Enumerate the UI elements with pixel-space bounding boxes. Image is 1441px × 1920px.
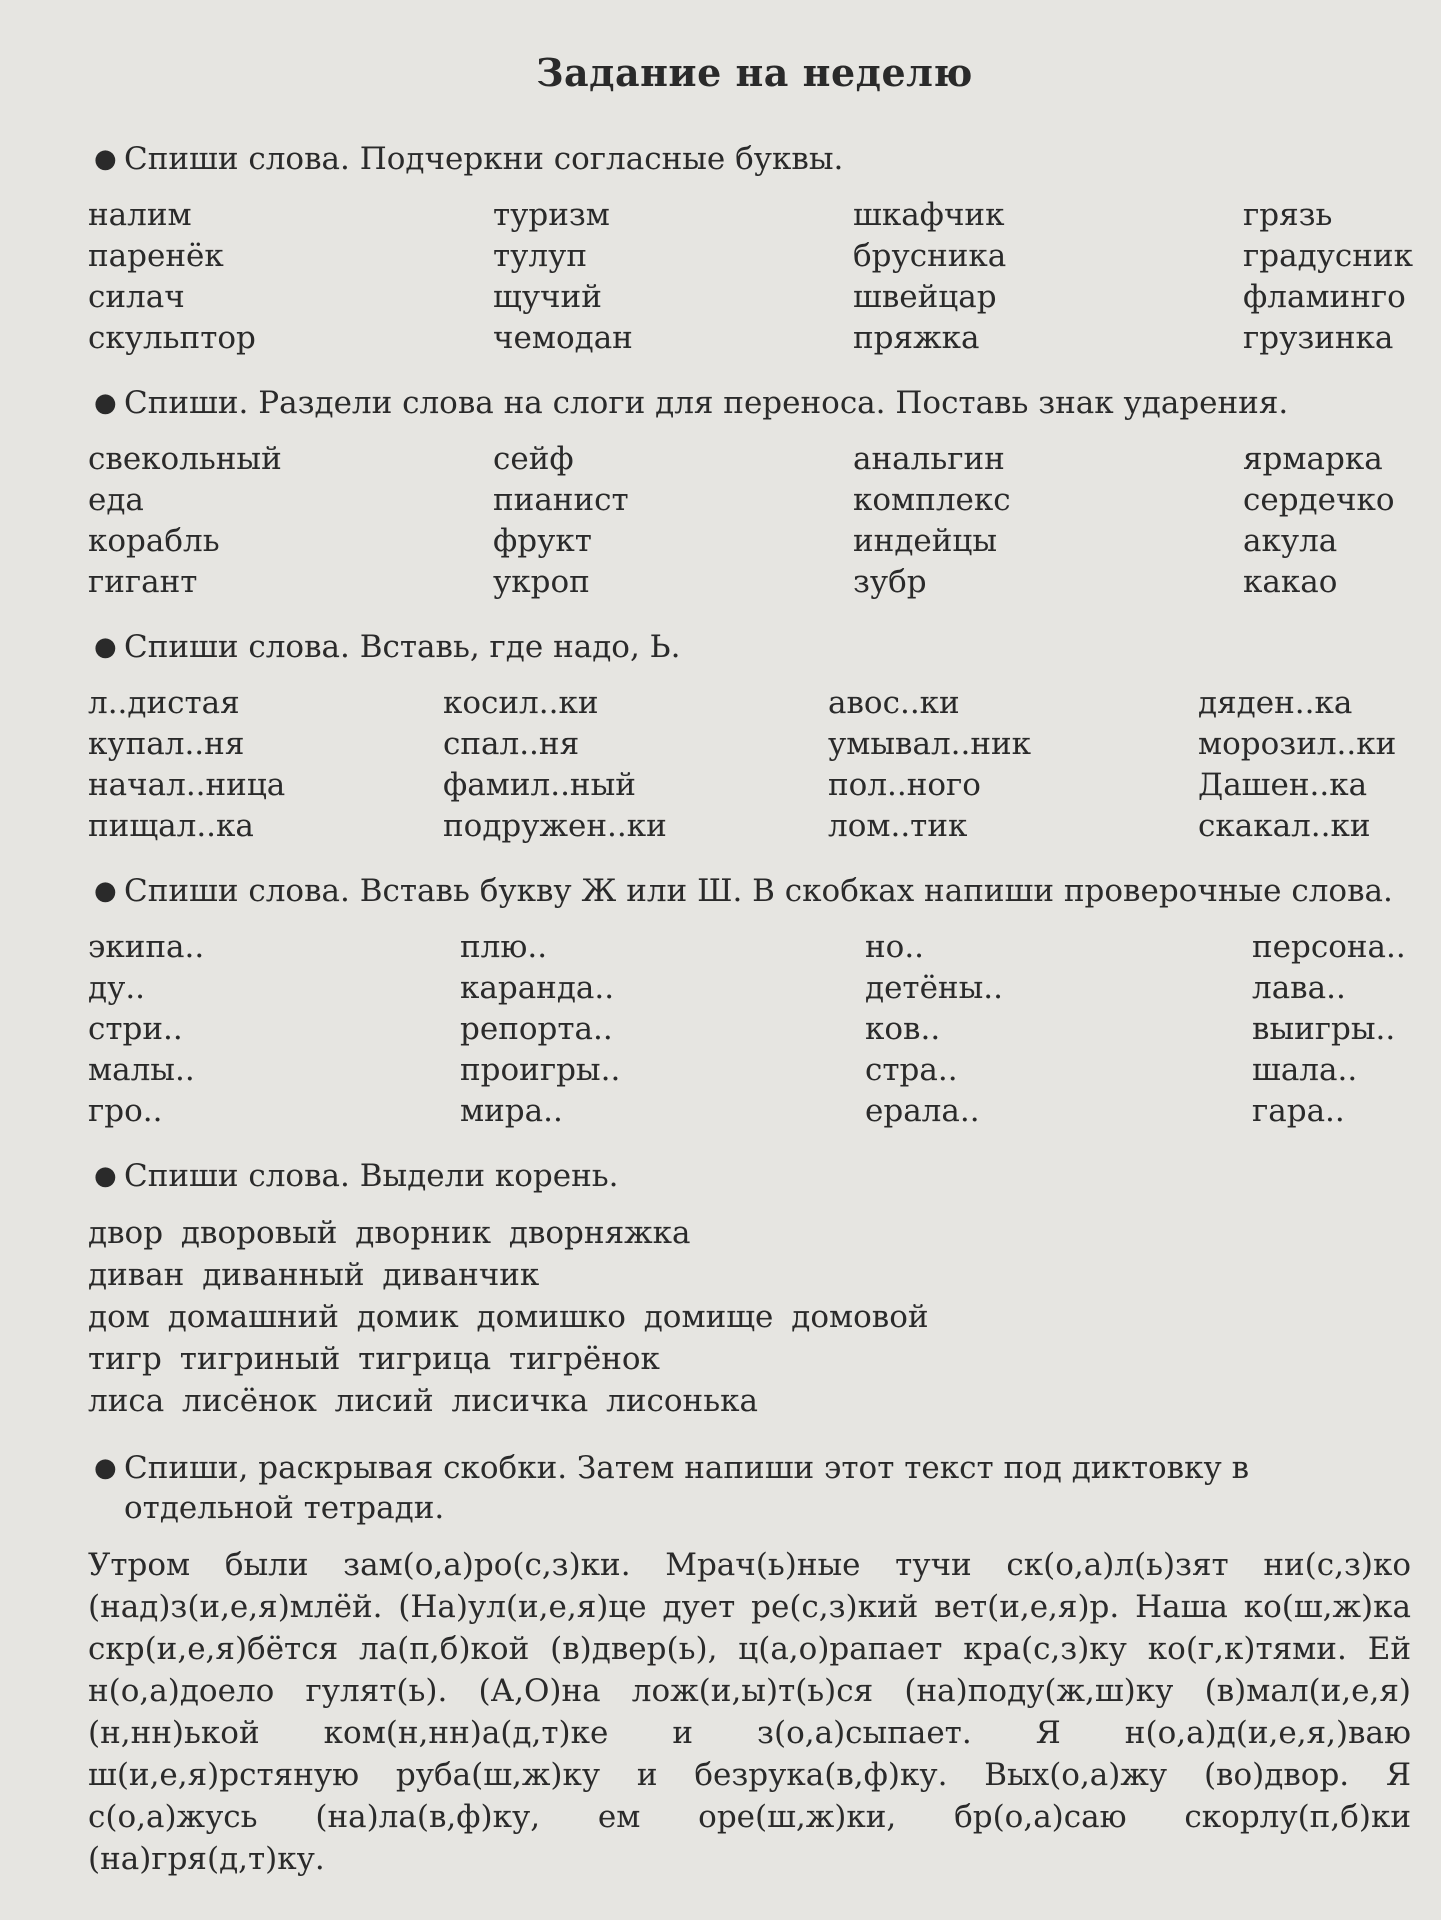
word: морозил..ки xyxy=(1198,726,1397,762)
word: детёны.. xyxy=(865,970,1003,1006)
word-line: диван диванный диванчик xyxy=(88,1257,540,1293)
word: лом..тик xyxy=(828,808,968,844)
page-title: Задание на неделю xyxy=(536,50,973,95)
word: грязь xyxy=(1243,197,1333,233)
word: зубр xyxy=(853,564,927,600)
word: стри.. xyxy=(88,1011,183,1047)
word: шала.. xyxy=(1252,1052,1358,1088)
task-5-heading xyxy=(88,1156,1421,1196)
word: л..дистая xyxy=(88,685,240,721)
bullet-icon: ● xyxy=(94,1453,117,1483)
bullet-icon: ● xyxy=(94,144,117,174)
task-2-word-grid xyxy=(88,439,1421,603)
word: силач xyxy=(88,279,185,315)
task-1-word-grid xyxy=(88,195,1421,359)
word: укроп xyxy=(493,564,590,600)
task-heading-text: Спиши слова. Вставь букву Ж или Ш. В скобках напиши проверочные слова. xyxy=(124,873,1393,909)
word: комплекс xyxy=(853,482,1011,518)
word: репорта.. xyxy=(460,1011,613,1047)
task-heading-text: Спиши. Раздели слова на слоги для переноса. Поставь знак ударения. xyxy=(124,385,1289,421)
word: персона.. xyxy=(1252,929,1406,965)
word: плю.. xyxy=(460,929,548,965)
word: мира.. xyxy=(460,1093,563,1129)
word: малы.. xyxy=(88,1052,195,1088)
task-4-heading xyxy=(88,871,1421,911)
word: гара.. xyxy=(1252,1093,1345,1129)
word: умывал..ник xyxy=(828,726,1032,762)
word: сердечко xyxy=(1243,482,1395,518)
task-heading-text: Спиши слова. Вставь, где надо, Ь. xyxy=(124,629,681,665)
word: ков.. xyxy=(865,1011,941,1047)
word: дяден..ка xyxy=(1198,685,1353,721)
word: выигры.. xyxy=(1252,1011,1396,1047)
word: начал..ница xyxy=(88,767,286,803)
word-line: лиса лисёнок лисий лисичка лисонька xyxy=(88,1383,758,1419)
word: какао xyxy=(1243,564,1338,600)
word-column xyxy=(88,439,493,603)
word: фламинго xyxy=(1243,279,1406,315)
word-column xyxy=(88,195,493,359)
task-2-heading xyxy=(88,383,1421,423)
bullet-icon: ● xyxy=(94,388,117,418)
word: грузинка xyxy=(1243,320,1394,356)
word-column xyxy=(1198,683,1421,847)
word: лава.. xyxy=(1252,970,1346,1006)
word: акула xyxy=(1243,523,1338,559)
word-line: двор дворовый дворник дворняжка xyxy=(88,1215,691,1251)
word: купал..ня xyxy=(88,726,245,762)
task-heading-text: Спиши слова. Подчеркни согласные буквы. xyxy=(124,141,844,177)
word: гро.. xyxy=(88,1093,163,1129)
word: чемодан xyxy=(493,320,633,356)
word-column xyxy=(1252,927,1421,1132)
word: пищал..ка xyxy=(88,808,254,844)
word: градусник xyxy=(1243,238,1413,274)
task-1-heading xyxy=(88,139,1421,179)
bullet-icon: ● xyxy=(94,1161,117,1191)
word: косил..ки xyxy=(443,685,599,721)
word-column xyxy=(88,927,460,1132)
word: каранда.. xyxy=(460,970,615,1006)
word: спал..ня xyxy=(443,726,580,762)
word: проигры.. xyxy=(460,1052,621,1088)
word: тулуп xyxy=(493,238,587,274)
word: подружен..ки xyxy=(443,808,667,844)
word: швейцар xyxy=(853,279,997,315)
word: стра.. xyxy=(865,1052,958,1088)
task-5-word-lines xyxy=(88,1212,1421,1422)
word-column xyxy=(493,439,853,603)
word: скульптор xyxy=(88,320,256,356)
word: туризм xyxy=(493,197,610,233)
bullet-icon: ● xyxy=(94,876,117,906)
word-column xyxy=(88,683,443,847)
word: ерала.. xyxy=(865,1093,980,1129)
word-column xyxy=(460,927,865,1132)
word: сейф xyxy=(493,441,574,477)
word: корабль xyxy=(88,523,220,559)
word-column xyxy=(1243,439,1421,603)
task-4-word-grid xyxy=(88,927,1421,1132)
word: гигант xyxy=(88,564,198,600)
word-column xyxy=(493,195,853,359)
word: налим xyxy=(88,197,192,233)
word: паренёк xyxy=(88,238,224,274)
task-6-heading xyxy=(88,1448,1421,1528)
word-column xyxy=(853,195,1243,359)
word: пол..ного xyxy=(828,767,981,803)
word: ду.. xyxy=(88,970,146,1006)
word: но.. xyxy=(865,929,925,965)
dictation-paragraph: Утром были зам(о,а)ро(с,з)ки. Мрач(ь)ные тучи ск(о,а)л(ь)зят ни(с,з)ко (над)з(и,е,я)млёй. (На)ул(и,е,я)це дует ре(с,з)кий вет(и,е,я)р. Наша ко(ш,ж)ка скр(и,е,я)бётся ла(п,б)кой (в)двер(ь), ц(а,о)рапает кра(с,з)ку ко(г,к)тями. Ей н(о,а)доело гулят(ь). (А,О)на лож(и,ы)т(ь)ся (на)поду(ж,ш)ку (в)мал(и,е,я)(н,нн)ькой ком(н,нн)а(д,т)ке и з(о,а)сыпает. Я н(о,а)д(и,е,я,)ваю ш(и,е,я)рстяную руба(ш,ж)ку и безрука(в,ф)ку. Вых(о,а)жу (во)двор. Я с(о,а)жусь (на)ла(в,ф)ку, ем оре(ш,ж)ки, бр(о,а)саю скорлу(п,б)ки (на)гря(д,т)ку. xyxy=(88,1547,1411,1877)
word-column xyxy=(1243,195,1421,359)
word: Дашен..ка xyxy=(1198,767,1368,803)
word-line: тигр тигриный тигрица тигрёнок xyxy=(88,1341,660,1377)
word: щучий xyxy=(493,279,602,315)
word: экипа.. xyxy=(88,929,205,965)
bullet-icon: ● xyxy=(94,632,117,662)
word: скакал..ки xyxy=(1198,808,1371,844)
word: фрукт xyxy=(493,523,592,559)
word: еда xyxy=(88,482,144,518)
word: анальгин xyxy=(853,441,1005,477)
task-heading-text: Спиши слова. Выдели корень. xyxy=(124,1158,619,1194)
word: свекольный xyxy=(88,441,282,477)
word: индейцы xyxy=(853,523,998,559)
word: пряжка xyxy=(853,320,980,356)
word: шкафчик xyxy=(853,197,1005,233)
word-column xyxy=(853,439,1243,603)
word-line: дом домашний домик домишко домище домовой xyxy=(88,1299,929,1335)
word: ярмарка xyxy=(1243,441,1383,477)
word: пианист xyxy=(493,482,629,518)
word-column xyxy=(443,683,828,847)
word: фамил..ный xyxy=(443,767,636,803)
task-heading-text: Спиши, раскрывая скобки. Затем напиши этот текст под диктовку в отдельной тетради. xyxy=(124,1450,1250,1526)
word-column xyxy=(865,927,1252,1132)
word-column xyxy=(828,683,1198,847)
word: брусника xyxy=(853,238,1007,274)
word: авос..ки xyxy=(828,685,960,721)
task-3-word-grid xyxy=(88,683,1421,847)
task-3-heading xyxy=(88,627,1421,667)
